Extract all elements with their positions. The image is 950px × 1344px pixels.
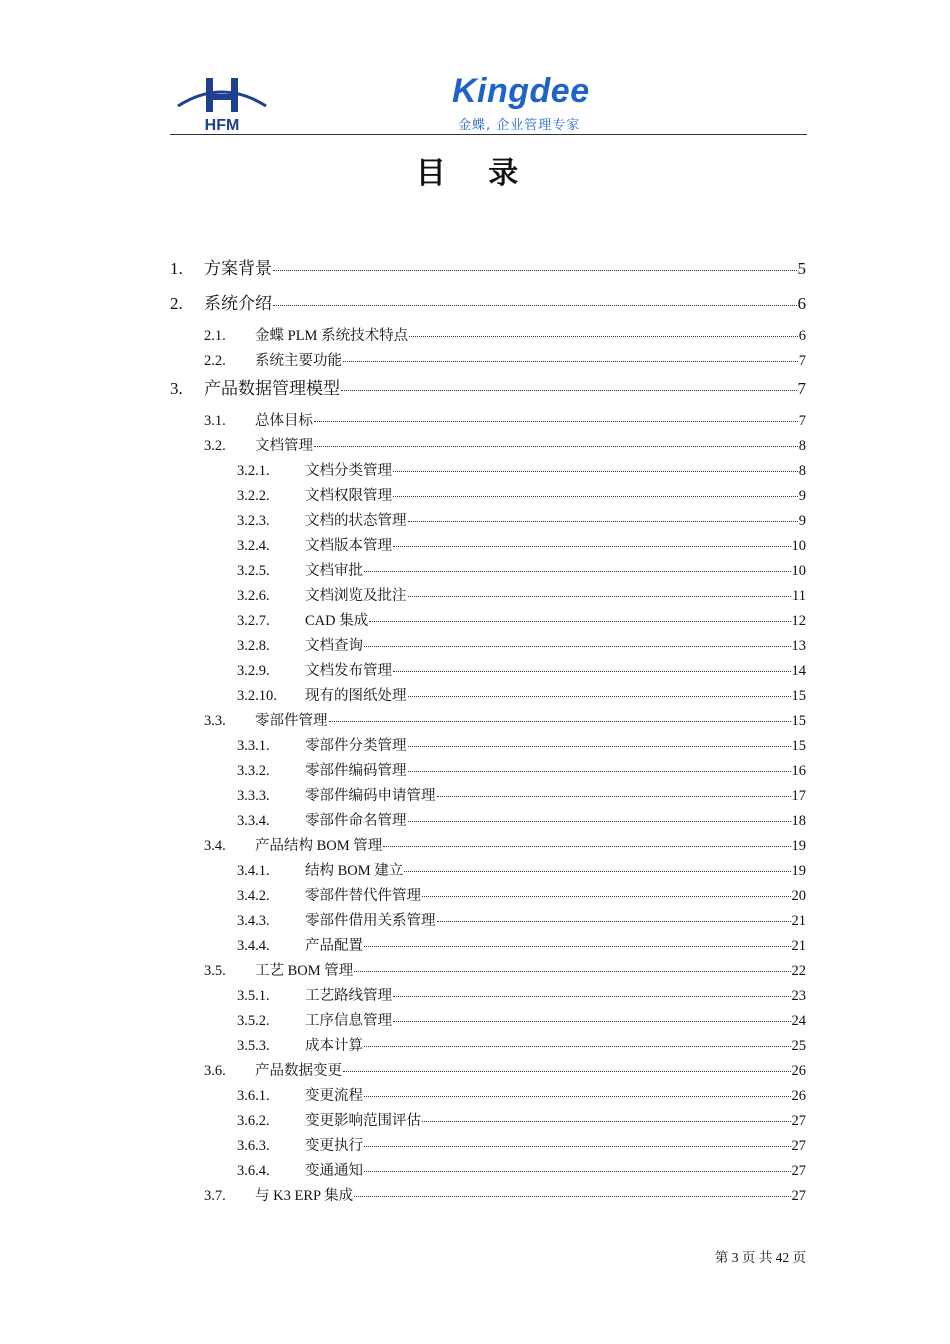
toc-leader-dots: [408, 745, 791, 747]
toc-entry-page: 26: [791, 1063, 806, 1079]
toc-entry[interactable]: [170, 609, 806, 634]
toc-leader-dots: [369, 620, 790, 622]
toc-entry-title: 产品数据变更: [255, 1063, 342, 1079]
toc-entry-number: 3.5.2.: [237, 1013, 270, 1029]
toc-entry-title: 变通通知: [305, 1163, 363, 1179]
toc-entry-number: 3.6.: [204, 1063, 226, 1079]
toc-leader-dots: [404, 870, 790, 872]
toc-leader-dots: [408, 595, 792, 597]
toc-entry[interactable]: [170, 1159, 806, 1184]
toc-entry-page: 27: [791, 1138, 806, 1154]
toc-entry-number: 3.2.5.: [237, 563, 270, 579]
toc-entry-title: 零部件命名管理: [305, 813, 407, 829]
toc-entry-title: 成本计算: [305, 1038, 363, 1054]
toc-entry-title: 变更影响范围评估: [305, 1113, 421, 1129]
toc-entry-number: 2.2.: [204, 353, 226, 369]
toc-leader-dots: [393, 495, 798, 497]
toc-entry[interactable]: [170, 909, 806, 934]
toc-entry-number: 1.: [170, 259, 183, 278]
toc-entry[interactable]: [170, 684, 806, 709]
toc-entry-page: 21: [791, 913, 806, 929]
toc-entry[interactable]: [170, 1109, 806, 1134]
toc-entry[interactable]: [170, 289, 806, 324]
toc-entry[interactable]: [170, 734, 806, 759]
toc-entry-page: 8: [798, 463, 806, 479]
toc-entry-title: 方案背景: [204, 259, 272, 278]
toc-leader-dots: [408, 820, 791, 822]
toc-entry-number: 3.2.1.: [237, 463, 270, 479]
toc-entry[interactable]: [170, 984, 806, 1009]
toc-entry-title: 产品配置: [305, 938, 363, 954]
toc-entry[interactable]: [170, 934, 806, 959]
toc-entry[interactable]: [170, 484, 806, 509]
toc-entry-number: 3.4.2.: [237, 888, 270, 904]
toc-entry-number: 3.3.2.: [237, 763, 270, 779]
kingdee-slogan: 金蝶, 企业管理专家: [458, 118, 581, 133]
toc-entry-page: 26: [791, 1088, 806, 1104]
toc-entry-number: 3.4.3.: [237, 913, 270, 929]
toc-entry-title: 零部件管理: [255, 713, 328, 729]
toc-entry-page: 22: [791, 963, 806, 979]
toc-entry[interactable]: [170, 659, 806, 684]
toc-entry-number: 3.4.1.: [237, 863, 270, 879]
toc-entry-title: 零部件编码申请管理: [305, 788, 436, 804]
toc-entry-page: 7: [798, 353, 806, 369]
toc-entry[interactable]: [170, 1009, 806, 1034]
table-of-contents: [170, 254, 806, 1209]
toc-leader-dots: [273, 304, 797, 306]
toc-entry[interactable]: [170, 1059, 806, 1084]
toc-entry-page: 18: [791, 813, 806, 829]
toc-entry[interactable]: [170, 759, 806, 784]
toc-entry-page: 25: [791, 1038, 806, 1054]
toc-leader-dots: [354, 970, 790, 972]
toc-entry-number: 3.2.2.: [237, 488, 270, 504]
toc-entry-page: 9: [798, 513, 806, 529]
toc-leader-dots: [314, 420, 798, 422]
kingdee-brand: Kingdee: [452, 72, 590, 110]
toc-entry-page: 21: [791, 938, 806, 954]
toc-entry-number: 3.4.: [204, 838, 226, 854]
toc-entry-page: 10: [791, 563, 806, 579]
toc-entry-number: 3.5.1.: [237, 988, 270, 1004]
toc-entry-page: 8: [798, 438, 806, 454]
toc-entry-number: 3.4.4.: [237, 938, 270, 954]
toc-entry-number: 3.5.: [204, 963, 226, 979]
toc-entry-title: 结构 BOM 建立: [305, 863, 404, 879]
toc-entry[interactable]: [170, 834, 806, 859]
toc-entry-page: 9: [798, 488, 806, 504]
toc-entry-number: 3.2.3.: [237, 513, 270, 529]
toc-entry[interactable]: [170, 784, 806, 809]
toc-entry-page: 6: [797, 294, 806, 313]
toc-entry-page: 19: [791, 838, 806, 854]
toc-entry[interactable]: [170, 709, 806, 734]
toc-entry-title: 系统主要功能: [255, 353, 342, 369]
toc-leader-dots: [437, 920, 791, 922]
toc-leader-dots: [408, 695, 791, 697]
toc-leader-dots: [393, 670, 791, 672]
toc-entry-number: 2.: [170, 294, 183, 313]
toc-leader-dots: [393, 1020, 791, 1022]
toc-entry-page: 7: [798, 413, 806, 429]
toc-entry-title: 工艺路线管理: [305, 988, 392, 1004]
toc-leader-dots: [422, 895, 791, 897]
page-header: [170, 60, 807, 135]
toc-entry[interactable]: [170, 1034, 806, 1059]
toc-entry-title: 文档浏览及批注: [305, 588, 407, 604]
toc-entry[interactable]: [170, 584, 806, 609]
toc-entry[interactable]: [170, 534, 806, 559]
toc-entry-page: 5: [797, 259, 806, 278]
toc-entry-number: 3.: [170, 379, 183, 398]
toc-entry-title: 变更执行: [305, 1138, 363, 1154]
toc-entry-title: 零部件分类管理: [305, 738, 407, 754]
toc-entry-title: 产品数据管理模型: [204, 379, 340, 398]
toc-entry-page: 13: [791, 638, 806, 654]
toc-leader-dots: [364, 570, 791, 572]
toc-entry-page: 24: [791, 1013, 806, 1029]
toc-entry-number: 3.3.4.: [237, 813, 270, 829]
toc-entry[interactable]: [170, 1184, 806, 1209]
toc-entry-number: 3.6.4.: [237, 1163, 270, 1179]
toc-entry-title: 变更流程: [305, 1088, 363, 1104]
toc-entry[interactable]: [170, 859, 806, 884]
toc-entry-number: 3.6.3.: [237, 1138, 270, 1154]
toc-leader-dots: [364, 1170, 791, 1172]
toc-entry-number: 3.2.6.: [237, 588, 270, 604]
toc-leader-dots: [354, 1195, 790, 1197]
page-title: 目 录: [415, 156, 535, 191]
toc-entry-title: 现有的图纸处理: [305, 688, 407, 704]
toc-entry-page: 27: [791, 1188, 806, 1204]
toc-entry[interactable]: [170, 324, 806, 349]
hfm-logo-text: HFM: [204, 117, 240, 132]
toc-entry-title: 文档查询: [305, 638, 363, 654]
toc-entry-page: 19: [791, 863, 806, 879]
toc-entry-title: 总体目标: [255, 413, 313, 429]
toc-entry-number: 3.3.1.: [237, 738, 270, 754]
toc-entry-title: 文档分类管理: [305, 463, 392, 479]
toc-entry-number: 3.2.4.: [237, 538, 270, 554]
toc-leader-dots: [343, 1070, 791, 1072]
toc-leader-dots: [393, 470, 798, 472]
toc-entry-page: 7: [797, 379, 806, 398]
toc-entry-number: 3.3.: [204, 713, 226, 729]
toc-entry-page: 27: [791, 1113, 806, 1129]
toc-entry-title: 文档权限管理: [305, 488, 392, 504]
toc-entry[interactable]: [170, 434, 806, 459]
toc-entry[interactable]: [170, 634, 806, 659]
toc-entry-page: 23: [791, 988, 806, 1004]
toc-entry-title: 零部件编码管理: [305, 763, 407, 779]
toc-entry-page: 16: [791, 763, 806, 779]
toc-entry-number: 3.2.7.: [237, 613, 270, 629]
toc-entry-number: 3.1.: [204, 413, 226, 429]
toc-leader-dots: [383, 845, 790, 847]
toc-entry-title: 文档审批: [305, 563, 363, 579]
toc-entry-number: 3.2.8.: [237, 638, 270, 654]
toc-leader-dots: [314, 445, 798, 447]
toc-leader-dots: [364, 1095, 791, 1097]
toc-entry-number: 3.2.10.: [237, 688, 277, 704]
toc-leader-dots: [437, 795, 791, 797]
toc-entry-page: 11: [792, 588, 806, 604]
toc-entry-title: 零部件借用关系管理: [305, 913, 436, 929]
toc-entry[interactable]: [170, 409, 806, 434]
toc-entry-title: 文档版本管理: [305, 538, 392, 554]
toc-entry-number: 3.6.2.: [237, 1113, 270, 1129]
toc-entry-number: 3.5.3.: [237, 1038, 270, 1054]
toc-entry-number: 3.6.1.: [237, 1088, 270, 1104]
toc-entry-title: 零部件替代件管理: [305, 888, 421, 904]
toc-entry-title: 系统介绍: [204, 294, 272, 313]
toc-entry[interactable]: [170, 884, 806, 909]
toc-entry-page: 27: [791, 1163, 806, 1179]
toc-entry[interactable]: [170, 1084, 806, 1109]
toc-leader-dots: [393, 995, 791, 997]
toc-leader-dots: [364, 945, 791, 947]
toc-entry-title: 金蝶 PLM 系统技术特点: [255, 328, 409, 344]
toc-entry-page: 14: [791, 663, 806, 679]
toc-entry-number: 3.3.3.: [237, 788, 270, 804]
hfm-logo: [176, 72, 268, 132]
toc-entry-page: 20: [791, 888, 806, 904]
toc-entry-title: 文档管理: [255, 438, 313, 454]
toc-entry-title: 文档的状态管理: [305, 513, 407, 529]
toc-entry[interactable]: [170, 459, 806, 484]
toc-entry-title: 工序信息管理: [305, 1013, 392, 1029]
kingdee-logo: [452, 72, 622, 132]
toc-entry[interactable]: [170, 959, 806, 984]
toc-leader-dots: [364, 1045, 791, 1047]
toc-entry[interactable]: [170, 559, 806, 584]
page-footer: 第 3 页 共 42 页: [714, 1250, 806, 1265]
toc-leader-dots: [341, 389, 797, 391]
toc-entry[interactable]: [170, 1134, 806, 1159]
toc-leader-dots: [343, 360, 798, 362]
toc-entry-title: 产品结构 BOM 管理: [255, 838, 383, 854]
toc-leader-dots: [393, 545, 791, 547]
toc-entry[interactable]: [170, 374, 806, 409]
toc-entry-page: 10: [791, 538, 806, 554]
toc-entry-page: 15: [791, 688, 806, 704]
toc-entry[interactable]: [170, 509, 806, 534]
toc-entry[interactable]: [170, 254, 806, 289]
toc-entry-page: 6: [798, 328, 806, 344]
toc-entry-number: 2.1.: [204, 328, 226, 344]
toc-leader-dots: [364, 1145, 791, 1147]
toc-leader-dots: [422, 1120, 791, 1122]
toc-entry-title: 与 K3 ERP 集成: [255, 1188, 354, 1204]
toc-entry-number: 3.2.9.: [237, 663, 270, 679]
toc-entry-title: 工艺 BOM 管理: [255, 963, 354, 979]
toc-entry-number: 3.2.: [204, 438, 226, 454]
toc-entry-title: 文档发布管理: [305, 663, 392, 679]
toc-leader-dots: [409, 335, 798, 337]
toc-entry-page: 15: [791, 738, 806, 754]
toc-entry[interactable]: [170, 809, 806, 834]
toc-leader-dots: [364, 645, 791, 647]
toc-leader-dots: [408, 770, 791, 772]
toc-entry-title: CAD 集成: [305, 613, 369, 629]
toc-leader-dots: [408, 520, 798, 522]
toc-leader-dots: [329, 720, 791, 722]
toc-entry-page: 17: [791, 788, 806, 804]
toc-entry-number: 3.7.: [204, 1188, 226, 1204]
toc-entry-page: 12: [791, 613, 806, 629]
toc-leader-dots: [273, 269, 797, 271]
toc-entry-page: 15: [791, 713, 806, 729]
toc-entry[interactable]: [170, 349, 806, 374]
